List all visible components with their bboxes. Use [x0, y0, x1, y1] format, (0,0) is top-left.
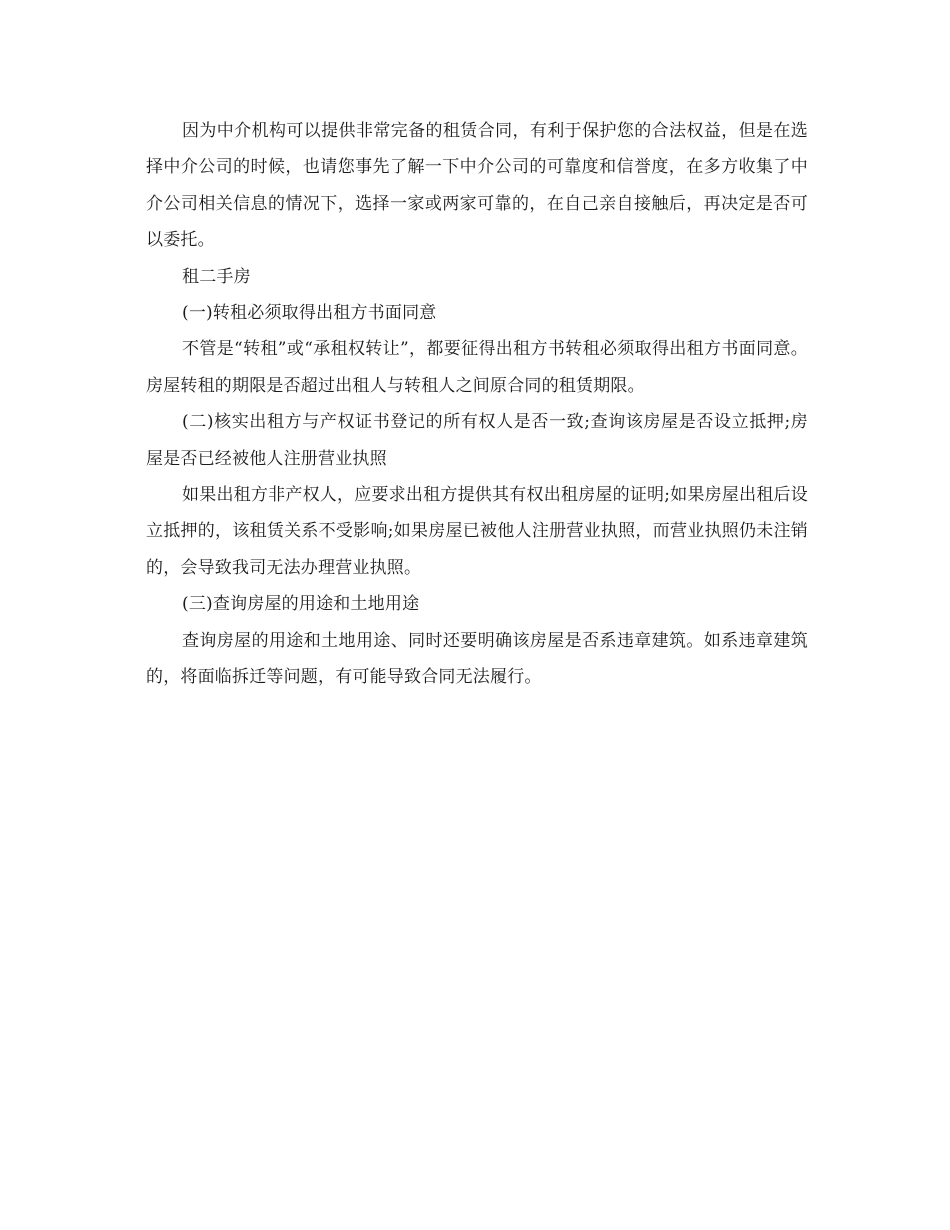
subheading-sublease-consent: (一)转租必须取得出租方书面同意	[182, 303, 437, 324]
paragraph-verify-ownership: 如果出租方非产权人，应要求出租方提供其有权出租房屋的证明;如果房屋出租后设立抵押的，该租赁关系不受影响;如果房屋已被他人注册营业执照，而营业执照仍未注销的，会导致我司无法办理营业执照。	[146, 485, 808, 578]
document-body	[146, 113, 808, 696]
paragraph-agency-contract: 因为中介机构可以提供非常完备的租赁合同，有利于保护您的合法权益，但是在选择中介公司的时候，也请您事先了解一下中介公司的可靠度和信誉度，在多方收集了中介公司相关信息的情况下，选择一家或两家可靠的，在自己亲自接触后，再决定是否可以委托。	[146, 121, 808, 251]
paragraph-check-usage: 查询房屋的用途和土地用途、同时还要明确该房屋是否系违章建筑。如系违章建筑的，将面临拆迁等问题，有可能导致合同无法履行。	[146, 630, 808, 688]
subheading-verify-ownership: (二)核实出租方与产权证书登记的所有权人是否一致;查询该房屋是否设立抵押;房屋是否已经被他人注册营业执照	[146, 412, 808, 469]
subheading-check-usage: (三)查询房屋的用途和土地用途	[182, 594, 420, 615]
heading-rent-second-hand-house: 租二手房	[182, 266, 251, 287]
paragraph-sublease-consent: 不管是“转租”或“承租权转让”，都要征得出租方书转租必须取得出租方书面同意。房屋转租的期限是否超过出租人与转租人之间原合同的租赁期限。	[146, 339, 808, 396]
